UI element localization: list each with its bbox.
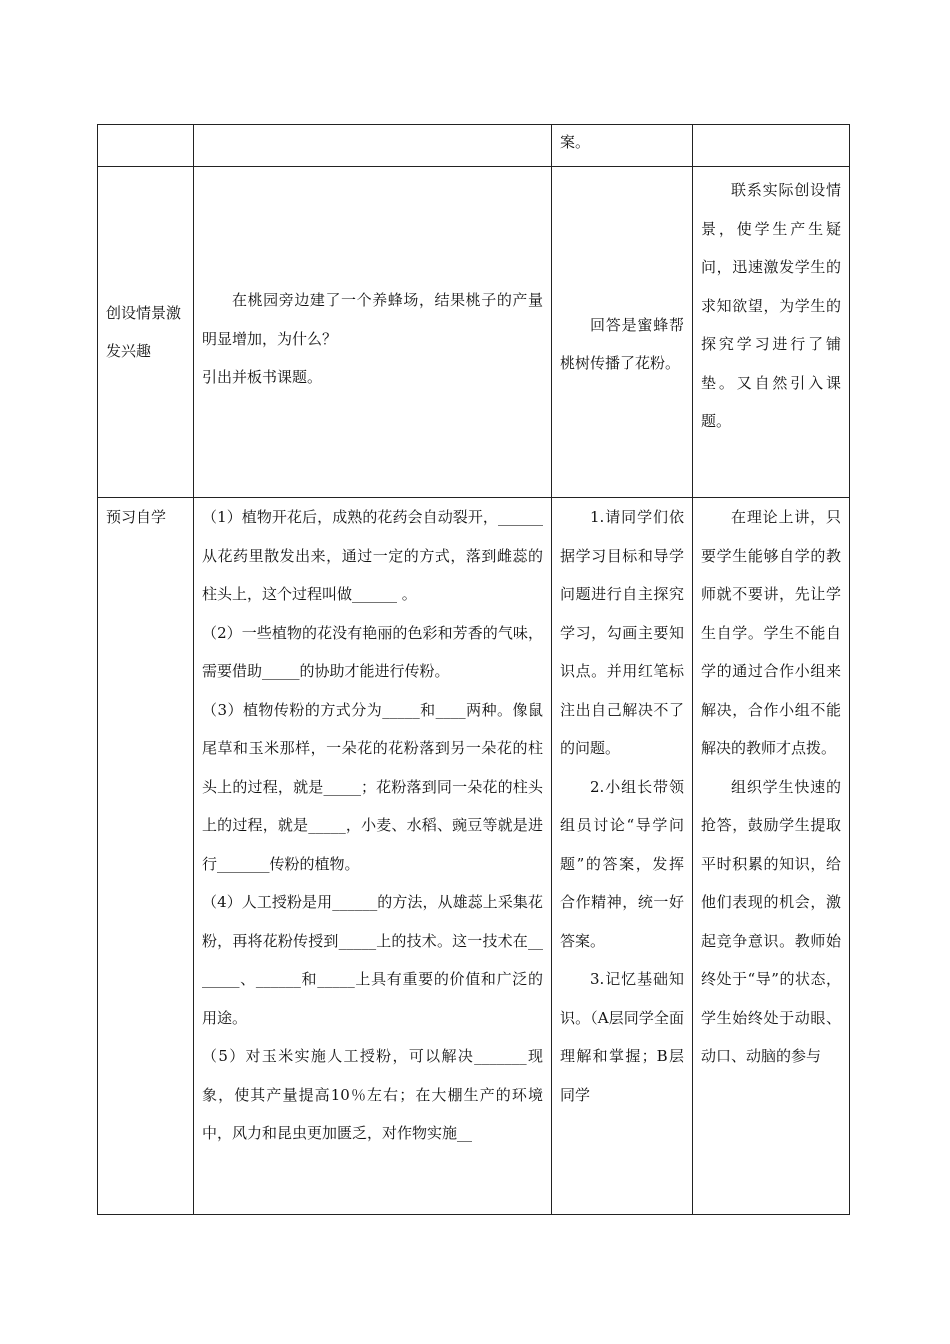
- teacher-text: （1）植物开花后，成熟的花药会自动裂开，______从花药里散发出来，通过一定的方式，落到雌蕊的柱头上，这个过程叫做______ 。: [202, 508, 543, 603]
- teacher-activity-cell: [194, 167, 552, 498]
- stage-cell: [98, 125, 194, 167]
- design-intent-cell: [693, 498, 850, 1215]
- teacher-activity-cell: [194, 125, 552, 167]
- student-text: 2.小组长带领组员讨论“导学问题”的答案，发挥合作精神，统一好答案。: [560, 777, 684, 950]
- teacher-text: 引出并板书课题。: [202, 368, 323, 387]
- design-intent-cell: [693, 167, 850, 498]
- student-text: 案。: [560, 133, 591, 151]
- intent-text: 联系实际创设情景，使学生产生疑问，迅速激发学生的求知欲望，为学生的探究学习进行了铺垫。又自然引入课题。: [701, 181, 841, 430]
- student-activity-cell: [552, 125, 693, 167]
- table-row: [98, 167, 850, 498]
- lesson-plan-table: [97, 124, 850, 1215]
- teacher-text: 在桃园旁边建了一个养蜂场，结果桃子的产量明显增加，为什么？: [202, 291, 543, 348]
- teacher-text: （4）人工授粉是用______的方法，从雄蕊上采集花粉，再将花粉传授到_____上的技术。这一技术在_______、______和_____上具有重要的价值和广泛的用途。: [202, 893, 543, 1027]
- stage-cell: [98, 498, 194, 1215]
- student-activity-cell: [552, 498, 693, 1215]
- teacher-text: （5）对玉米实施人工授粉，可以解决_______现象，使其产量提高10％左右；在大棚生产的环境中，风力和昆虫更加匮乏，对作物实施__: [202, 1047, 543, 1142]
- stage-cell: [98, 167, 194, 498]
- student-activity-cell: [552, 167, 693, 498]
- teacher-text: （2）一些植物的花没有艳丽的色彩和芳香的气味，需要借助_____的协助才能进行传粉。: [202, 623, 543, 680]
- teacher-activity-cell: [194, 498, 552, 1215]
- intent-text: 在理论上讲，只要学生能够自学的教师就不要讲，先让学生自学。学生不能自学的通过合作小组来解决，合作小组不能解决的教师才点拨。: [701, 508, 841, 757]
- stage-label: 预习自学: [106, 508, 167, 526]
- teacher-text: （3）植物传粉的方式分为_____和____两种。像鼠尾草和玉米那样，一朵花的花粉落到另一朵花的柱头上的过程，就是_____；花粉落到同一朵花的柱头上的过程，就是_____，小麦、水稻、豌豆等就是进行_______传粉的植物。: [202, 700, 543, 873]
- stage-label: 创设情景激发兴趣: [106, 304, 182, 360]
- intent-text: 组织学生快速的抢答，鼓励学生提取平时积累的知识，给他们表现的机会，激起竞争意识。教师始终处于“导”的状态，学生始终处于动眼、动口、动脑的参与: [701, 777, 841, 1065]
- student-text: 3.记忆基础知识。（A层同学全面理解和掌握；B层同学: [560, 970, 684, 1104]
- design-intent-cell: [693, 125, 850, 167]
- table-row: [98, 498, 850, 1215]
- table-row: [98, 125, 850, 167]
- student-text: 回答是蜜蜂帮桃树传播了花粉。: [560, 315, 684, 372]
- student-text: 1.请同学们依据学习目标和导学问题进行自主探究学习，勾画主要知识点。并用红笔标注出自己解决不了的问题。: [560, 508, 684, 757]
